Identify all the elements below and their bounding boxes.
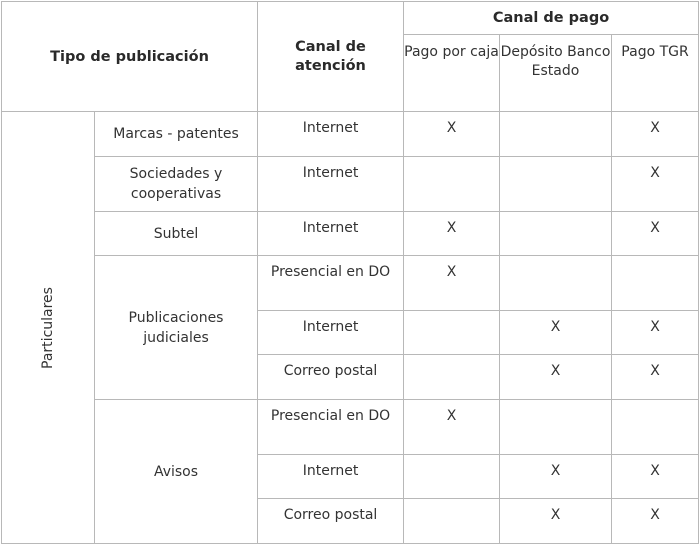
canal-cell: Correo postal — [258, 355, 404, 400]
tgr-mark: X — [612, 311, 699, 355]
caja-mark: X — [404, 212, 500, 256]
caja-mark — [404, 311, 500, 355]
caja-mark — [404, 499, 500, 544]
header-deposito: Depósito Banco Estado — [500, 35, 612, 112]
tgr-mark: X — [612, 499, 699, 544]
canal-cell: Internet — [258, 311, 404, 355]
canal-cell: Correo postal — [258, 499, 404, 544]
header-tgr: Pago TGR — [612, 35, 699, 112]
deposito-mark — [500, 212, 612, 256]
tgr-mark: X — [612, 112, 699, 157]
caja-mark: X — [404, 256, 500, 311]
deposito-mark — [500, 112, 612, 157]
caja-mark — [404, 455, 500, 499]
header-tipo: Tipo de publicación — [2, 2, 258, 112]
header-pago-caja: Pago por caja — [404, 35, 500, 112]
tgr-mark: X — [612, 157, 699, 212]
group-name: Publicaciones judiciales — [95, 256, 258, 400]
tgr-mark — [612, 256, 699, 311]
canal-cell: Internet — [258, 157, 404, 212]
group-name: Avisos — [95, 400, 258, 544]
deposito-mark: X — [500, 455, 612, 499]
publication-table — [1, 1, 699, 544]
caja-mark — [404, 157, 500, 212]
tgr-mark — [612, 400, 699, 455]
group-name: Marcas - patentes — [95, 112, 258, 157]
deposito-mark: X — [500, 311, 612, 355]
group-name: Sociedades y cooperativas — [95, 157, 258, 212]
deposito-mark — [500, 256, 612, 311]
tgr-mark: X — [612, 455, 699, 499]
category-cell — [2, 112, 95, 544]
caja-mark — [404, 355, 500, 400]
tgr-mark: X — [612, 355, 699, 400]
canal-cell: Internet — [258, 212, 404, 256]
canal-cell: Internet — [258, 112, 404, 157]
category-label: Particulares — [39, 286, 56, 369]
deposito-mark — [500, 400, 612, 455]
deposito-mark: X — [500, 499, 612, 544]
canal-cell: Presencial en DO — [258, 256, 404, 311]
header-canal-pago: Canal de pago — [404, 2, 699, 35]
caja-mark: X — [404, 400, 500, 455]
tgr-mark: X — [612, 212, 699, 256]
canal-cell: Presencial en DO — [258, 400, 404, 455]
deposito-mark: X — [500, 355, 612, 400]
caja-mark: X — [404, 112, 500, 157]
canal-cell: Internet — [258, 455, 404, 499]
deposito-mark — [500, 157, 612, 212]
group-name: Subtel — [95, 212, 258, 256]
header-canal-atencion: Canal de atención — [258, 2, 404, 112]
